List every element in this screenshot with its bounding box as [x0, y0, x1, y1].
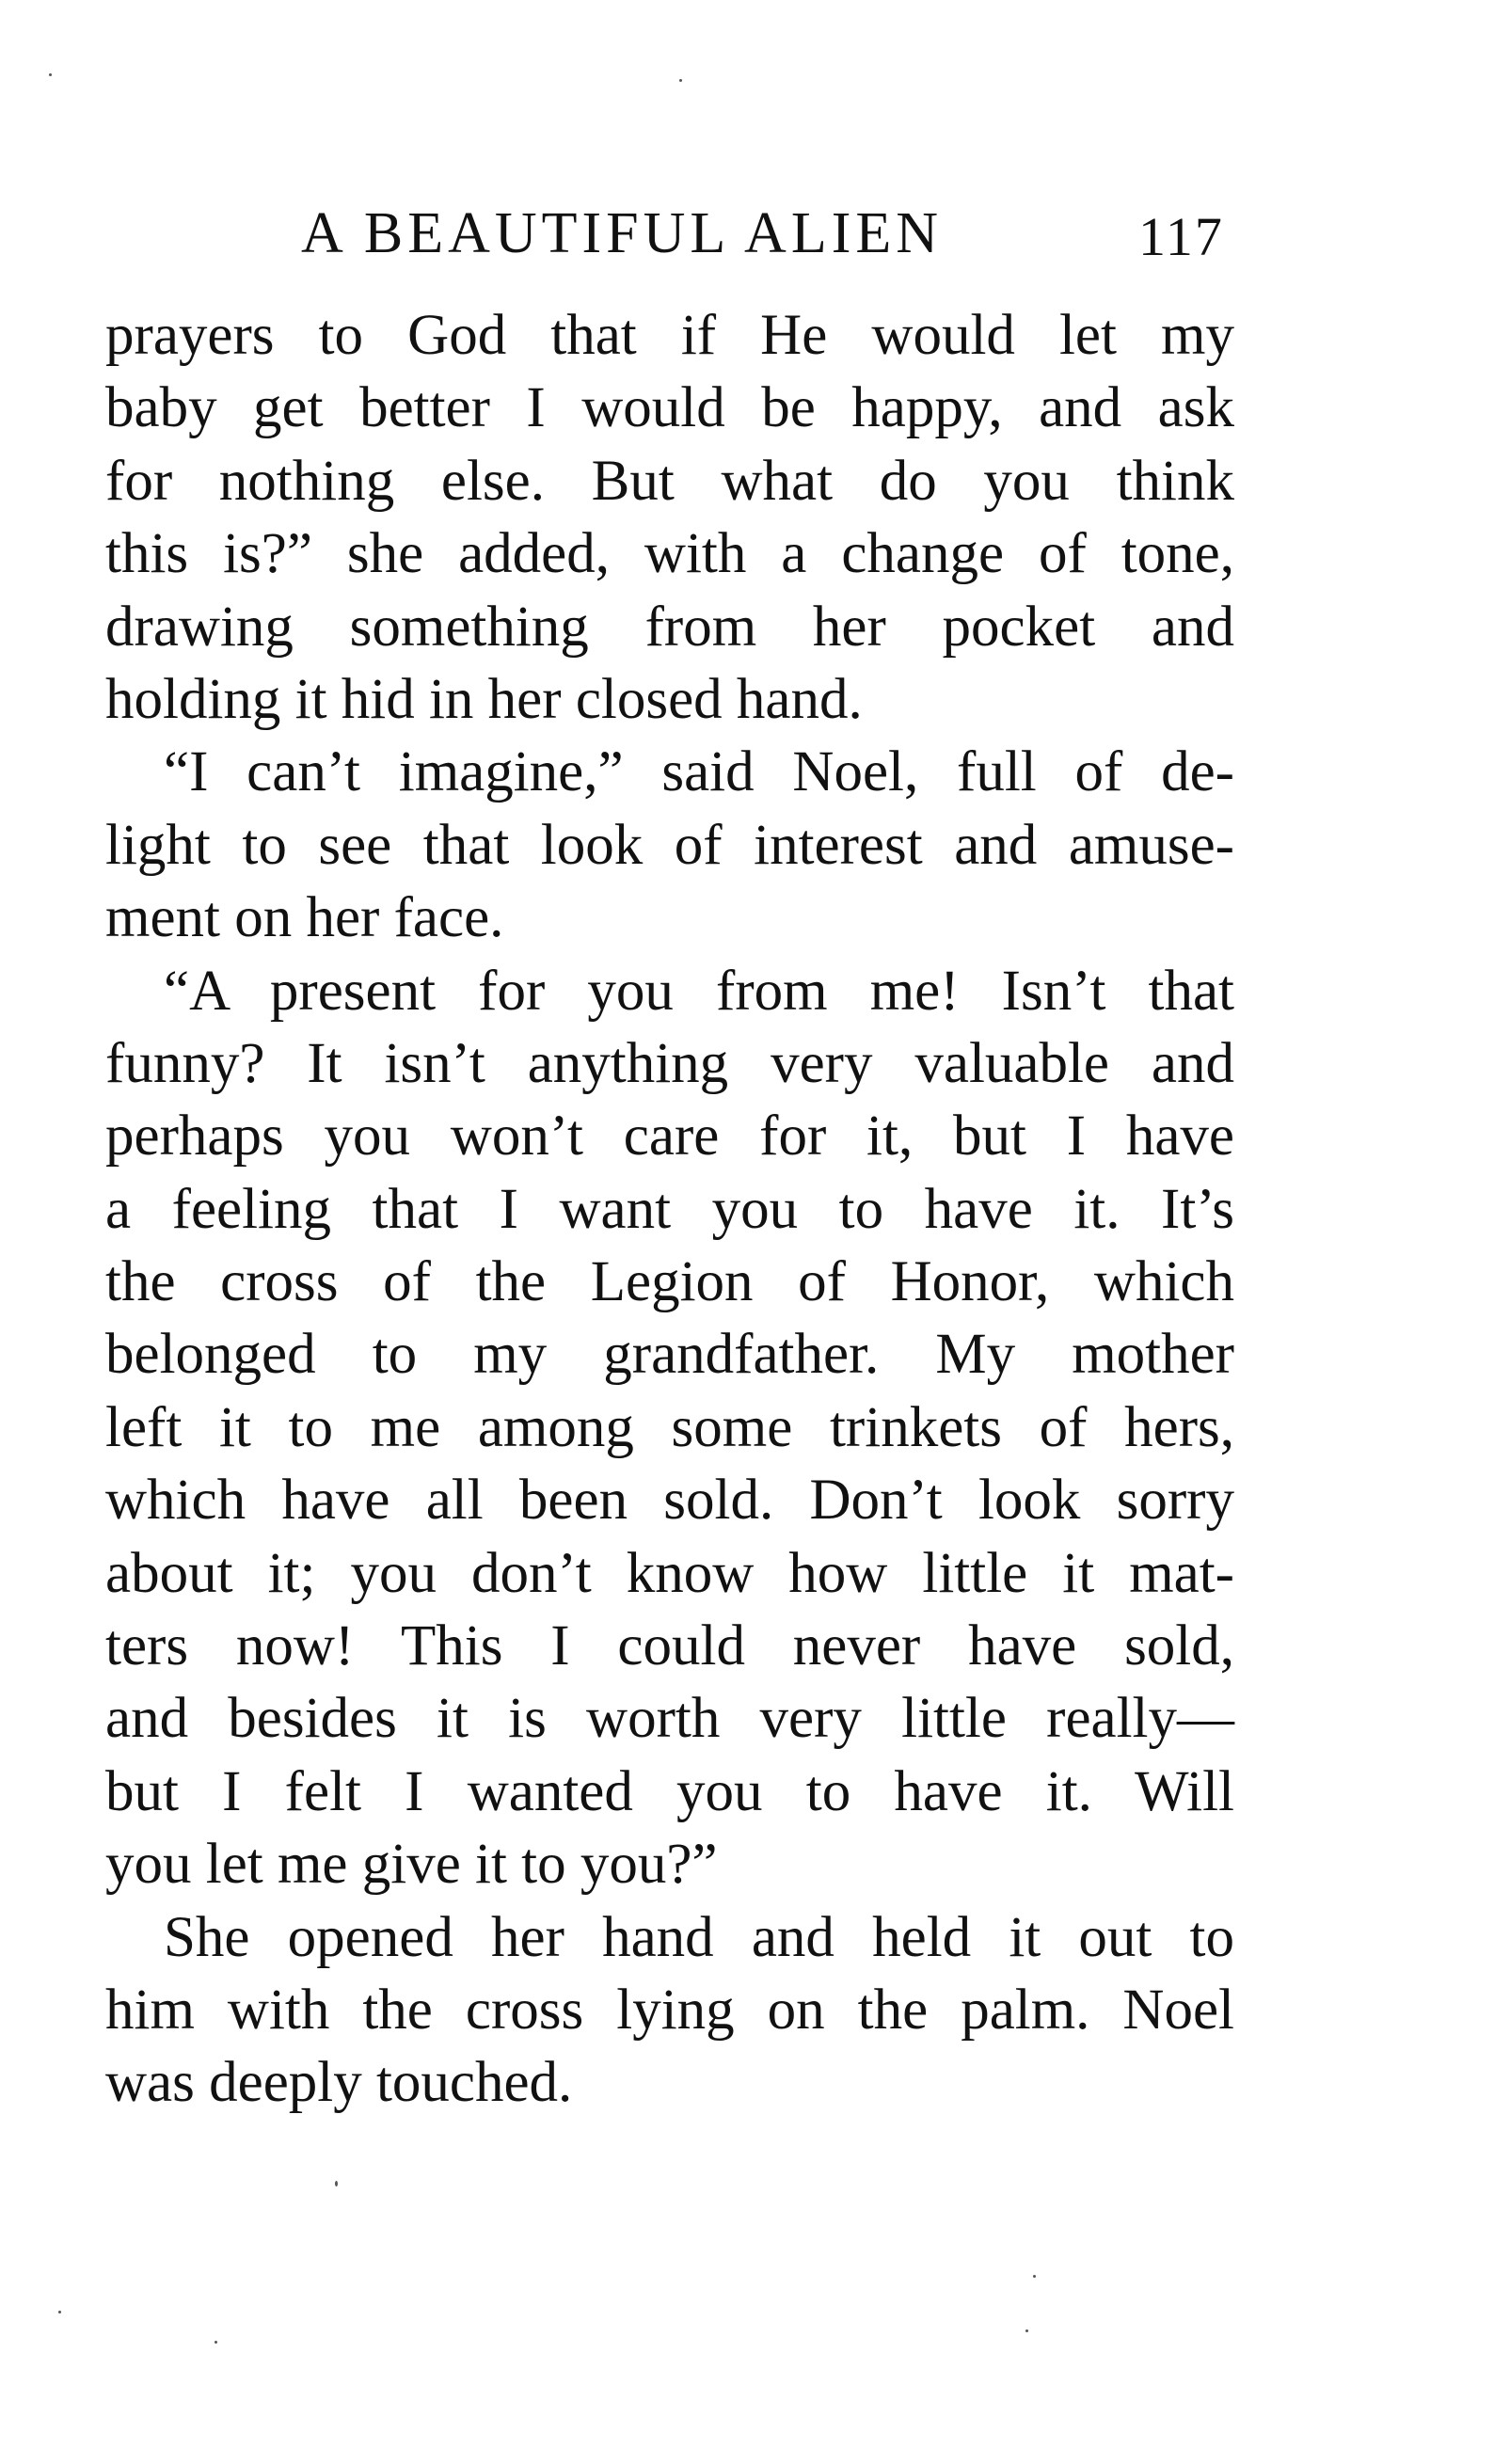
text-line: funny? It isn’t anything very valuable and: [105, 1031, 1234, 1095]
paper-speck: [1025, 2329, 1028, 2332]
paper-speck: [679, 79, 682, 82]
text-line: belonged to my grandfather. My mother: [105, 1323, 1234, 1387]
text-line: the cross of the Legion of Honor, which: [105, 1250, 1234, 1314]
paper-speck: [49, 73, 52, 76]
text-line: him with the cross lying on the palm. Noel: [105, 1978, 1234, 2042]
text-line: which have all been sold. Don’t look sorry: [105, 1469, 1234, 1533]
text-line: about it; you don’t know how little it mat-: [105, 1541, 1234, 1605]
text-line: “I can’t imagine,” said Noel, full of de-: [164, 740, 1234, 804]
text-line: you let me give it to you?”: [105, 1833, 718, 1897]
text-line: a feeling that I want you to have it. It’s: [105, 1177, 1234, 1241]
text-line: She opened her hand and held it out to: [164, 1905, 1234, 1969]
text-line: light to see that look of interest and amuse-: [105, 813, 1234, 877]
text-line: ters now! This I could never have sold,: [105, 1614, 1234, 1678]
paper-speck: [58, 2311, 61, 2313]
paper-speck: [335, 2181, 338, 2186]
text-line: perhaps you won’t care for it, but I have: [105, 1105, 1234, 1168]
text-line: baby get better I would be happy, and ask: [105, 376, 1234, 440]
text-line: for nothing else. But what do you think: [105, 449, 1234, 513]
text-line: drawing something from her pocket and: [105, 595, 1234, 659]
text-line: and besides it is worth very little really—: [105, 1687, 1234, 1751]
text-line: holding it hid in her closed hand.: [105, 667, 863, 731]
text-line: was deeply touched.: [105, 2051, 573, 2115]
paper-speck: [1033, 2275, 1036, 2278]
text-line: “A present for you from me! Isn’t that: [164, 959, 1234, 1023]
running-title: A BEAUTIFUL ALIEN: [301, 201, 943, 265]
text-line: ment on her face.: [105, 886, 504, 950]
text-line: but I felt I wanted you to have it. Will: [105, 1759, 1234, 1823]
text-line: left it to me among some trinkets of hers,: [105, 1395, 1234, 1459]
body-text: [105, 299, 1234, 2120]
paper-speck: [215, 2341, 217, 2344]
text-line: this is?” she added, with a change of tone,: [105, 522, 1234, 586]
running-head: [301, 196, 1242, 271]
text-line: prayers to God that if He would let my: [105, 304, 1234, 367]
page-number: 117: [1138, 206, 1224, 267]
